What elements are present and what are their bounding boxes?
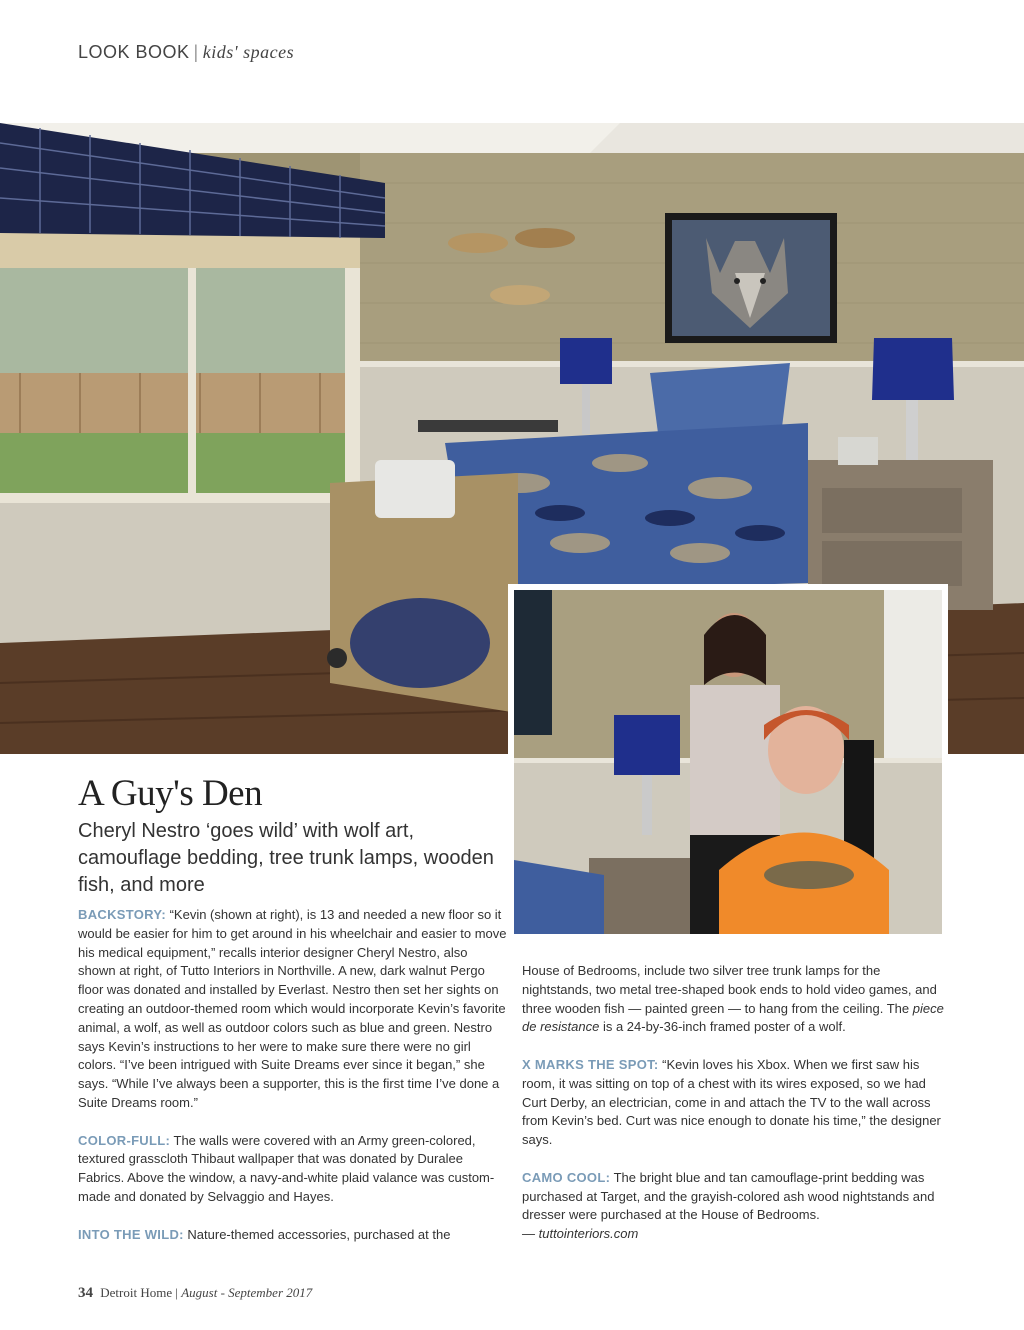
- right-column: [522, 962, 952, 1263]
- section-label: LOOK BOOK: [78, 42, 190, 62]
- paragraph-camo-cool: [522, 1169, 952, 1244]
- text-into-the-wild: Nature-themed accessories, purchased at the: [183, 1226, 451, 1242]
- subsection-label: kids' spaces: [202, 42, 295, 62]
- issue-date: August - September 2017: [181, 1285, 313, 1300]
- text-color-full: The walls were covered with an Army green-colored, textured grasscloth Thibaut wallpaper that was donated by Duralee Fabrics. Above the window, a navy-and-white plaid valance was custom-made and donated by Selvaggio and Hayes.: [78, 1132, 495, 1204]
- text-camo-cool: The bright blue and tan camouflage-print bedding was purchased at Target, and the grayish-colored ash wood nightstands and dresser were purchased at the House of Bedrooms.: [522, 1169, 935, 1223]
- lead-x-marks: X MARKS THE SPOT:: [522, 1056, 659, 1072]
- article-subtitle: Cheryl Nestro ‘goes wild’ with wolf art, camouflage bedding, tree trunk lamps, wooden fish, and more: [78, 820, 494, 896]
- lead-backstory: BACKSTORY:: [78, 907, 166, 922]
- header-separator: |: [193, 42, 199, 62]
- continuation-post: is a 24-by-36-inch framed poster of a wolf.: [599, 1019, 846, 1035]
- lead-camo-cool: CAMO COOL:: [522, 1169, 611, 1185]
- text-backstory: “Kevin (shown at right), is 13 and needed a new floor so it would be easier for him to get around in his wheelchair and easier to move his medical equipment,” recalls interior designer Cheryl Nestro, also shown at right, of Tutto Interiors in Northville. A new, dark walnut Pergo floor was donated and installed by Everlast. Nestro then set her sights on creating an outdoor-themed room which would incorporate Kevin’s favorite animal, a wolf, as well as outdoor colors such as blue and green. Nestro says Kevin’s instructions to her were to make sure there were no girl colors. “I’ve been intrigued with Suite Dreams ever since it began,” she says. “While I’ve always been a supporter, this is the first time I’ve done a Suite Dreams room.”: [78, 907, 507, 1110]
- designer-and-kevin-photo: [508, 584, 948, 940]
- paragraph-continuation: [522, 962, 952, 1037]
- left-column: [78, 906, 508, 1263]
- running-header: [78, 42, 294, 63]
- lead-color-full: COLOR-FULL:: [78, 1132, 171, 1148]
- continuation-pre: House of Bedrooms, include two silver tree trunk lamps for the nightstands, two metal tree-shaped book ends to hold video games, and three wooden fish — painted green — to hang from the ceiling. The: [522, 963, 937, 1016]
- text-x-marks: “Kevin loves his Xbox. When we first saw his room, it was sitting on top of a chest with its wires exposed, so we had Curt Derby, an electrician, come in and attach the TV to the wall across from Kevin’s bed. Curt was nice enough to donate his time,” the designer says.: [522, 1056, 941, 1148]
- continuation-italic: piece de resistance: [522, 1000, 944, 1035]
- publication-name: Detroit Home: [100, 1285, 173, 1300]
- paragraph-x-marks: [522, 1056, 952, 1150]
- article-title: A Guy's Den: [78, 773, 263, 814]
- paragraph-into-the-wild: [78, 1226, 508, 1245]
- page-footer: [78, 1285, 312, 1302]
- paragraph-backstory: [78, 906, 508, 1113]
- lead-into-the-wild: INTO THE WILD:: [78, 1226, 184, 1242]
- footer-separator: |: [175, 1285, 178, 1300]
- signoff: — tuttointeriors.com: [522, 1226, 639, 1242]
- page-number: 34: [78, 1285, 93, 1301]
- paragraph-color-full: [78, 1132, 508, 1207]
